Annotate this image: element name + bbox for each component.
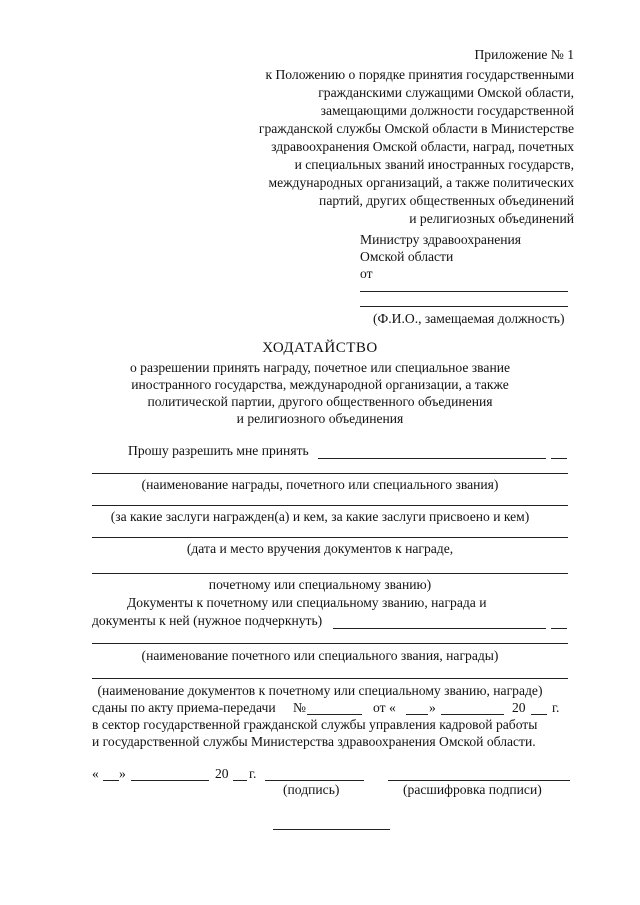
sector-text: в сектор государственной гражданской службы управления кадровой работы (92, 717, 538, 732)
documents-text-cont: документы к ней (нужное подчеркнуть) (92, 613, 323, 628)
date-g: г. (249, 766, 257, 781)
handover-month-field (441, 714, 504, 715)
handover-year-field (531, 714, 547, 715)
fill-line (551, 628, 567, 629)
addressee-line: Министру здравоохранения (360, 232, 522, 247)
fill-line (333, 628, 546, 629)
date-day-field (103, 780, 119, 781)
appendix-line: гражданской службы Омской области в Министерстве (258, 121, 574, 136)
addressee-fill-line (360, 291, 568, 292)
caption-merit: (за какие заслуги награжден(а) и кем, за какие заслуги присвоено и кем) (110, 509, 530, 524)
signature-decode-caption: (расшифровка подписи) (403, 782, 542, 797)
appendix-line: партий, других общественных объединений (319, 193, 574, 208)
appendix-line: гражданскими служащими Омской области, (318, 85, 574, 100)
handover-from: от « (373, 700, 396, 715)
sector-text-cont: и государственной службы Министерства здравоохранения Омской области. (92, 734, 536, 749)
date-year-prefix: 20 (215, 766, 229, 781)
appendix-line: к Положению о порядке принятия государственными (265, 67, 574, 82)
handover-number-field (307, 714, 362, 715)
handover-close-quote: » (429, 700, 436, 715)
signature-field (265, 780, 364, 781)
document-heading: ХОДАТАЙСТВО (262, 340, 378, 356)
date-open-quote: « (92, 766, 99, 781)
date-close-quote: » (119, 766, 126, 781)
handover-number-sign: № (293, 700, 306, 715)
addressee-from: от (360, 266, 373, 281)
title-line: и религиозного объединения (236, 411, 404, 426)
fill-line (92, 505, 568, 506)
fill-line (92, 573, 568, 574)
request-text: Прошу разрешить мне принять (128, 443, 309, 458)
documents-text: Документы к почетному или специальному званию, награда и (127, 595, 487, 610)
appendix-line: здравоохранения Омской области, наград, почетных (271, 139, 574, 154)
fill-line (92, 473, 568, 474)
handover-day-field (406, 714, 428, 715)
caption-date: (дата и место вручения документов к награде, (186, 541, 454, 556)
addressee-caption: (Ф.И.О., замещаемая должность) (373, 311, 565, 326)
caption-date-cont: почетному или специальному званию) (208, 577, 432, 592)
appendix-line: и специальных званий иностранных государств, (294, 157, 574, 172)
date-year-field (233, 780, 247, 781)
caption-award: (наименование награды, почетного или специального звания) (141, 477, 499, 492)
fill-line (92, 537, 568, 538)
fill-line (551, 458, 567, 459)
handover-label: сданы по акту приема-передачи (92, 700, 276, 715)
bottom-separator-line (273, 829, 390, 830)
addressee-fill-line (360, 306, 568, 307)
fill-line (318, 458, 546, 459)
title-line: иностранного государства, международной организации, а также (131, 377, 509, 392)
appendix-line: и религиозных объединений (409, 211, 574, 226)
title-line: политической партии, другого общественного объединения (147, 394, 493, 409)
fill-line (92, 678, 568, 679)
caption-documents: (наименование документов к почетному или специальному званию, награде) (97, 683, 543, 698)
date-month-field (131, 780, 209, 781)
signature-decode-field (388, 780, 570, 781)
appendix-title: Приложение № 1 (474, 47, 574, 62)
caption-title: (наименование почетного или специального звания, награды) (141, 648, 499, 663)
appendix-line: замещающими должности государственной (320, 103, 574, 118)
title-line: о разрешении принять награду, почетное или специальное звание (129, 360, 511, 375)
addressee-line: Омской области (360, 249, 454, 264)
fill-line (92, 643, 568, 644)
handover-g: г. (552, 700, 560, 715)
appendix-line: международных организаций, а также политических (268, 175, 574, 190)
handover-year-prefix: 20 (512, 700, 526, 715)
signature-caption: (подпись) (283, 782, 340, 797)
